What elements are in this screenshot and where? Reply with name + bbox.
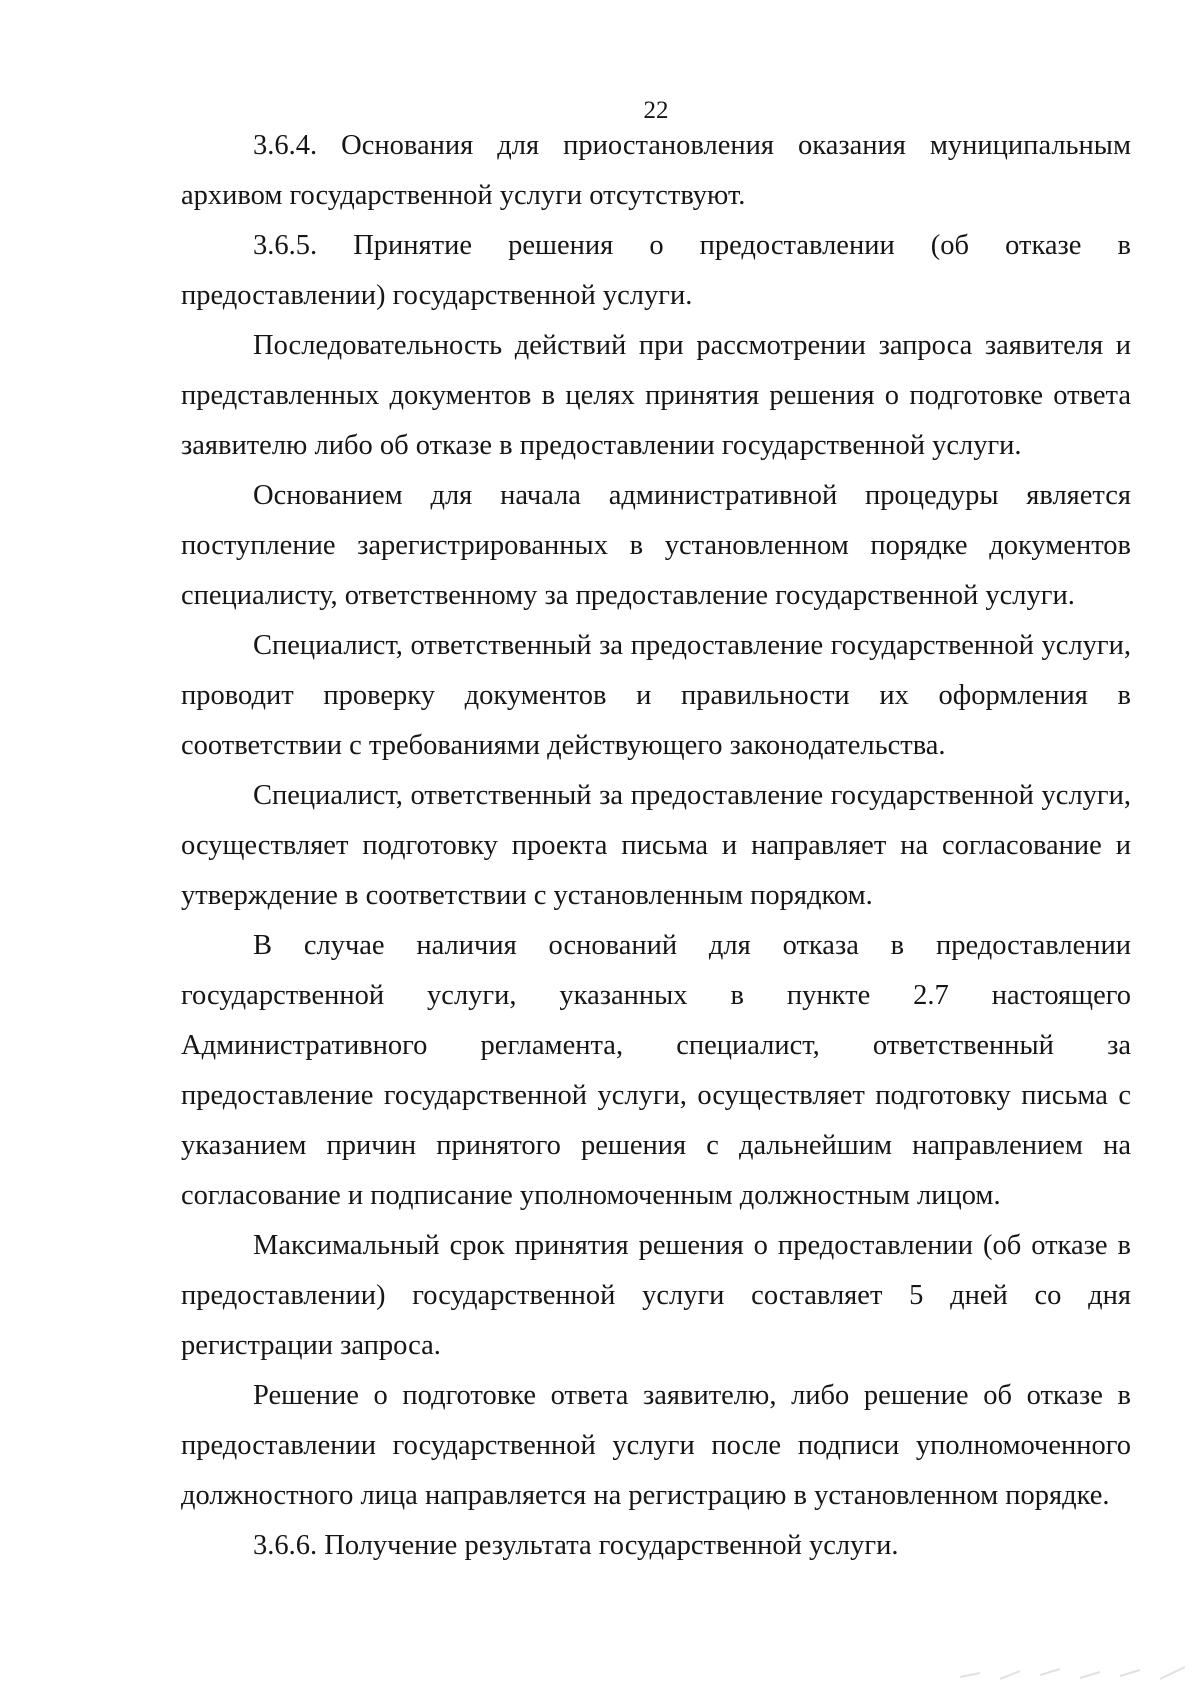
paragraph-sequence-of-actions: Последовательность действий при рассмотрении запроса заявителя и представленных документов в целях принятия решения о подготовке ответа заявителю либо об отказе в предоставлении государственной услуги.	[181, 330, 1131, 461]
paragraph-refusal-grounds: В случае наличия оснований для отказа в предоставлении государственной услуги, указанных в пункте 2.7 настоящего Административного регламента, специалист, ответственный за предоставление государственной услуги, осуществляет подготовку письма с указанием причин принятого решения с дальнейшим направлением на согласование и подписание уполномоченным должностным лицом.	[181, 930, 1131, 1211]
scan-artifact	[940, 1645, 1200, 1685]
paragraph-decision-registration: Решение о подготовке ответа заявителю, либо решение об отказе в предоставлении государственной услуги после подписи уполномоченного должностного лица направляется на регистрацию в установленном порядке.	[181, 1380, 1131, 1511]
paragraph-letter-preparation: Специалист, ответственный за предоставление государственной услуги, осуществляет подготовку проекта письма и направляет на согласование и утверждение в соответствии с установленным порядком.	[181, 780, 1131, 911]
paragraph-3-6-5: 3.6.5. Принятие решения о предоставлении (об отказе в предоставлении) государственной услуги.	[181, 230, 1131, 311]
page-number: 22	[643, 97, 669, 124]
paragraph-max-term: Максимальный срок принятия решения о предоставлении (об отказе в предоставлении) государственной услуги составляет 5 дней со дня регистрации запроса.	[181, 1230, 1131, 1361]
document-body	[181, 121, 1131, 1571]
paragraph-3-6-6: 3.6.6. Получение результата государственной услуги.	[253, 1530, 899, 1561]
paragraph-procedure-basis: Основанием для начала административной процедуры является поступление зарегистрированных в установленном порядке документов специалисту, ответственному за предоставление государственной услуги.	[181, 480, 1131, 611]
paragraph-3-6-4: 3.6.4. Основания для приостановления оказания муниципальным архивом государственной услуги отсутствуют.	[181, 130, 1131, 211]
paragraph-document-check: Специалист, ответственный за предоставление государственной услуги, проводит проверку документов и правильности их оформления в соответствии с требованиями действующего законодательства.	[181, 630, 1131, 761]
